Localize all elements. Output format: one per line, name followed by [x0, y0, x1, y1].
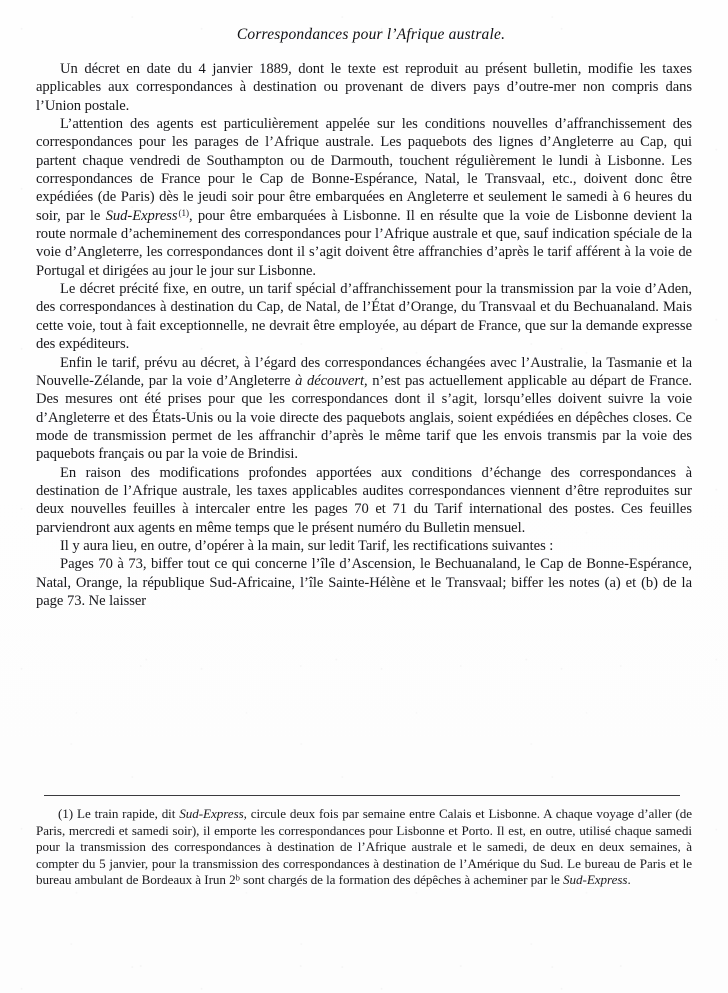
- text-run: , pour être embarquées à Lisbonne. Il en résulte que la voie de Lisbonne devient la route normale d’acheminement des correspondances pour l’Afrique australe et que, sauf indication spéciale de la voie d’Angleterre, les correspondances dont il s’agit doivent être affranchies d’après le tarif afférent à la voie de Portugal et dirigées au jour le jour sur Lisbonne.: [36, 207, 692, 279]
- text-run: , circule deux fois par semaine entre Calais et Lisbonne. A chaque voyage d’aller (de Paris, mercredi et samedi soir), il emporte les correspondances pour Lisbonne et Porto. Il est, en outre, utilisé chaque samedi pour la transmission des correspondances à destination de l’Afrique australe et le samedi, de deux en deux semaines, à compter du 5 janvier, pour la transmission des correspondances à destination de l’Amérique du Sud. Le bureau de Paris et le bureau ambulant de Bordeaux à Irun 2: [36, 806, 692, 888]
- footnote-reference: (1): [178, 207, 189, 218]
- body-text: [36, 60, 692, 610]
- italic-run: Sud-Express: [563, 872, 628, 888]
- text-run: , n’est pas actuellement applicable au départ de France. Des mesures ont été prises pour que les correspondances dont il s’agit, lorsqu’elles doivent suivre la voie d’Angleterre et des États-Unis ou la voie directe des paquebots anglais, soient expédiées en dépêches closes. Ce mode de transmission permet de les affranchir d’après le même tarif que les envois transmis par la voie des paquebots français ou par la voie de Brindisi.: [36, 372, 692, 463]
- text-run: Un décret en date du 4 janvier 1889, dont le texte est reproduit au présent bulletin, modifie les taxes applicables aux correspondances à destination ou provenant de divers pays d’outre-mer non compris dans l’Union postale.: [36, 61, 692, 114]
- superscript-run: b: [235, 872, 240, 883]
- paragraph-7: [36, 555, 692, 610]
- text-run: sont chargés de la formation des dépêches à acheminer par le: [239, 872, 564, 888]
- text-run: L’attention des agents est particulièrement appelée sur les conditions nouvelles d’affranchissement des correspondances pour les parages de l’Afrique australe. Les paquebots des lignes d’Angleterre au Cap, qui partent chaque vendredi de Southampton ou de Darmouth, touchent régulièrement le lundi à Lisbonne. Les correspondances de France pour le Cap de Bonne-Espérance, Natal, le Transvaal, etc., doivent donc être expédiées (de Paris) dès le jeudi soir pour être embarquées en Angleterre et seulement le samedi à 6 heures du soir, par le: [36, 116, 692, 224]
- footnote-separator-rule: [44, 795, 680, 796]
- paragraph-4: [36, 354, 692, 464]
- footnote-block: [36, 806, 692, 889]
- text-run: Il y aura lieu, en outre, d’opérer à la main, sur ledit Tarif, les rectifications suivantes :: [60, 537, 554, 554]
- paragraph-6: [36, 537, 692, 555]
- text-run: Le décret précité fixe, en outre, un tarif spécial d’affranchissement pour la transmission par la voie d’Aden, des correspondances à destination du Cap, de Natal, de l’État d’Orange, du Transvaal et du Bechuanaland. Mais cette voie, tout à fait exceptionnelle, ne devrait être employée, au départ de France, que sur la demande expresse des expéditeurs.: [36, 281, 692, 353]
- paragraph-5: [36, 464, 692, 537]
- italic-run: Sud-Express: [105, 207, 178, 224]
- italic-run: à découvert: [295, 372, 365, 389]
- page-content: [36, 0, 692, 993]
- text-run: .: [627, 872, 631, 888]
- paragraph-3: [36, 280, 692, 353]
- text-run: En raison des modifications profondes apportées aux conditions d’échange des correspondances à destination de l’Afrique australe, les taxes applicables audites correspondances viennent d’être reproduites sur deux nouvelles feuilles à intercaler entre les pages 70 et 71 du Tarif international des postes. Ces feuilles parviendront aux agents en même temps que le présent numéro du Bulletin mensuel.: [36, 464, 692, 536]
- italic-run: Sud-Express: [179, 806, 244, 821]
- footnote-1: [36, 806, 692, 889]
- page-title: Correspondances pour l’Afrique australe.: [236, 26, 506, 43]
- footnote-marker: (1): [58, 806, 74, 821]
- text-run: Le train rapide, dit: [73, 806, 180, 821]
- paragraph-1: [36, 60, 692, 115]
- text-run: Pages 70 à 73, biffer tout ce qui concerne l’île d’Ascension, le Bechuanaland, le Cap de Bonne-Espérance, Natal, Orange, la république Sud-Africaine, l’île Sainte-Hélène et le Transvaal; biffer les notes (a) et (b) de la page 73. Ne laisser: [36, 556, 692, 609]
- paragraph-2: [36, 115, 692, 280]
- text-run: Enfin le tarif, prévu au décret, à l’égard des correspondances échangées avec l’Australie, la Tasmanie et la Nouvelle-Zélande, par la voie d’Angleterre: [36, 354, 692, 389]
